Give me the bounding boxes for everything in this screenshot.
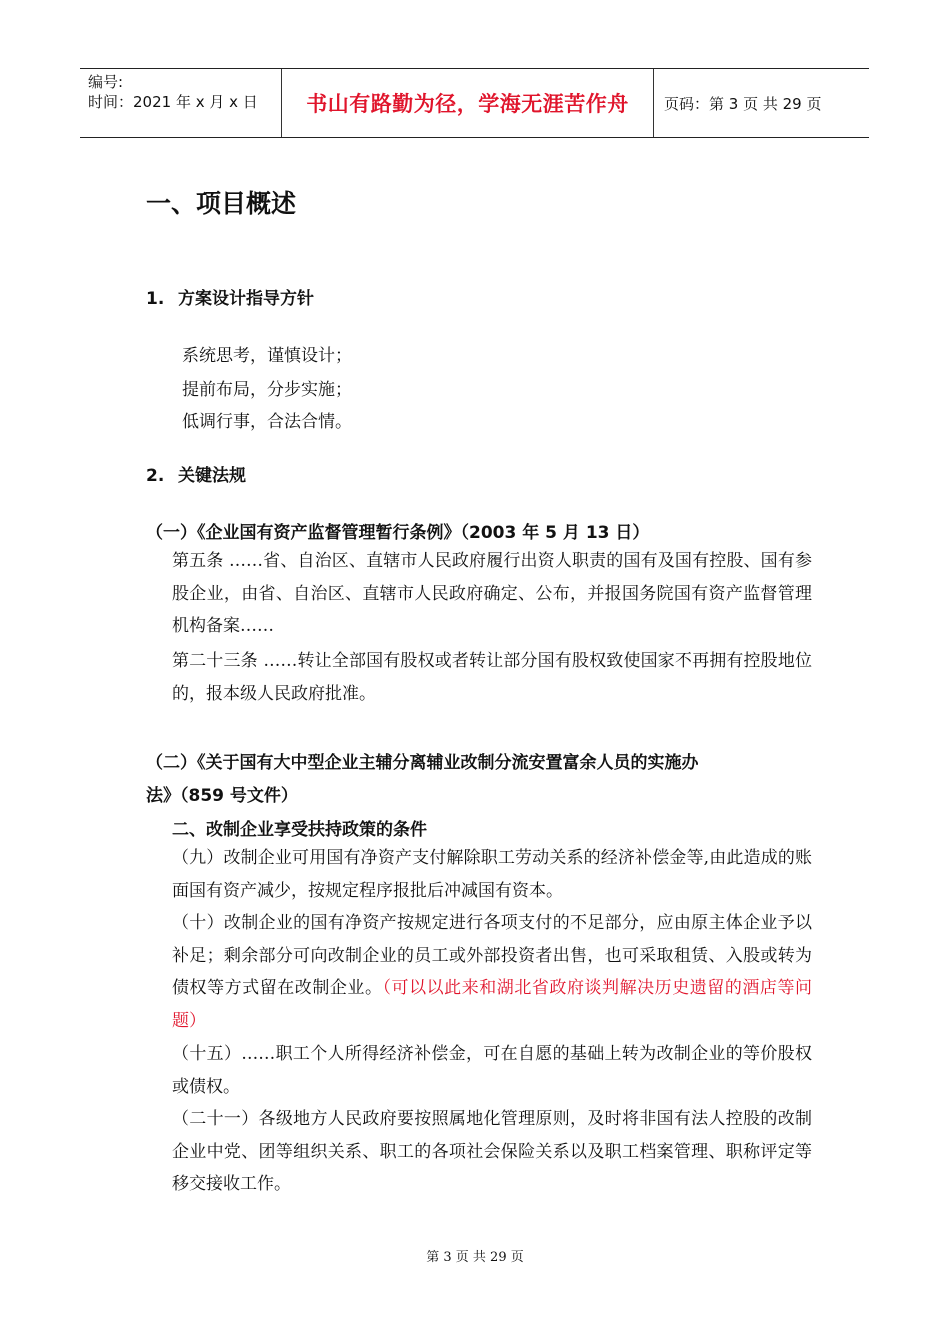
page-title: 一、项目概述 [146,189,297,218]
header-motto: 书山有路勤为径，学海无涯苦作舟 [282,69,654,137]
law2-item10-text: （十）改制企业的国有净资产按规定进行各项支付的不足部分，应由原主体企业予以补足；剩余部分可向改制企业的员工或外部投资者出售，也可采取租赁、入股或转为债权等方式留在改制企业。 [172,913,812,998]
law1-heading: （一）《企业国有资产监督管理暂行条例》（2003 年 5 月 13 日） [146,523,650,543]
section2-heading [146,461,246,486]
header-meta-cell [80,69,282,137]
section1-heading-text: 方案设计指导方针 [178,289,314,309]
law2-item10-note: （可以以此来和湖北省政府谈判解决历史遗留的酒店等问题） [172,978,812,1031]
section2-number: 2. [146,466,165,486]
law1-article23: 第二十三条 ……转让全部国有股权或者转让部分国有股权致使国家不再拥有控股地位的，报本级人民政府批准。 [172,651,812,704]
number-label: 编号: [88,73,124,91]
law1-article5: 第五条 ……省、自治区、直辖市人民政府履行出资人职责的国有及国有控股、国有参股企业，由省、自治区、直辖市人民政府确定、公布，并报国务院国有资产监督管理机构备案…… [172,551,812,636]
law2-item9: （九）改制企业可用国有净资产支付解除职工劳动关系的经济补偿金等,由此造成的账面国有资产减少，按规定程序报批后冲减国有资本。 [172,848,812,901]
law2-heading-line1: （二）《关于国有大中型企业主辅分离辅业改制分流安置富余人员的实施办 [146,753,699,773]
guideline-line-2: 提前布局，分步实施； [182,380,352,400]
section1-number: 1. [146,289,165,309]
law2-item15: （十五）……职工个人所得经济补偿金，可在自愿的基础上转为改制企业的等价股权或债权。 [172,1044,812,1097]
time-label: 时间：2021 年 x 月 x 日 [88,93,258,111]
section2-heading-text: 关键法规 [178,466,246,486]
law2-heading-line2: 法》（859 号文件） [146,786,298,806]
law2-item21: （二十一）各级地方人民政府要按照属地化管理原则，及时将非国有法人控股的改制企业中党、团等组织关系、职工的各项社会保险关系以及职工档案管理、职称评定等移交接收工作。 [172,1109,812,1194]
section1-heading [146,284,314,309]
page-footer: 第 3 页 共 29 页 [426,1250,524,1265]
law2-subheading: 二、改制企业享受扶持政策的条件 [172,820,427,840]
page-header-table [80,68,869,138]
law2-item10 [172,907,812,1037]
guideline-line-1: 系统思考，谨慎设计； [182,346,352,366]
header-page-info: 页码：第 3 页 共 29 页 [664,94,822,113]
guideline-line-3: 低调行事，合法合情。 [182,412,352,432]
